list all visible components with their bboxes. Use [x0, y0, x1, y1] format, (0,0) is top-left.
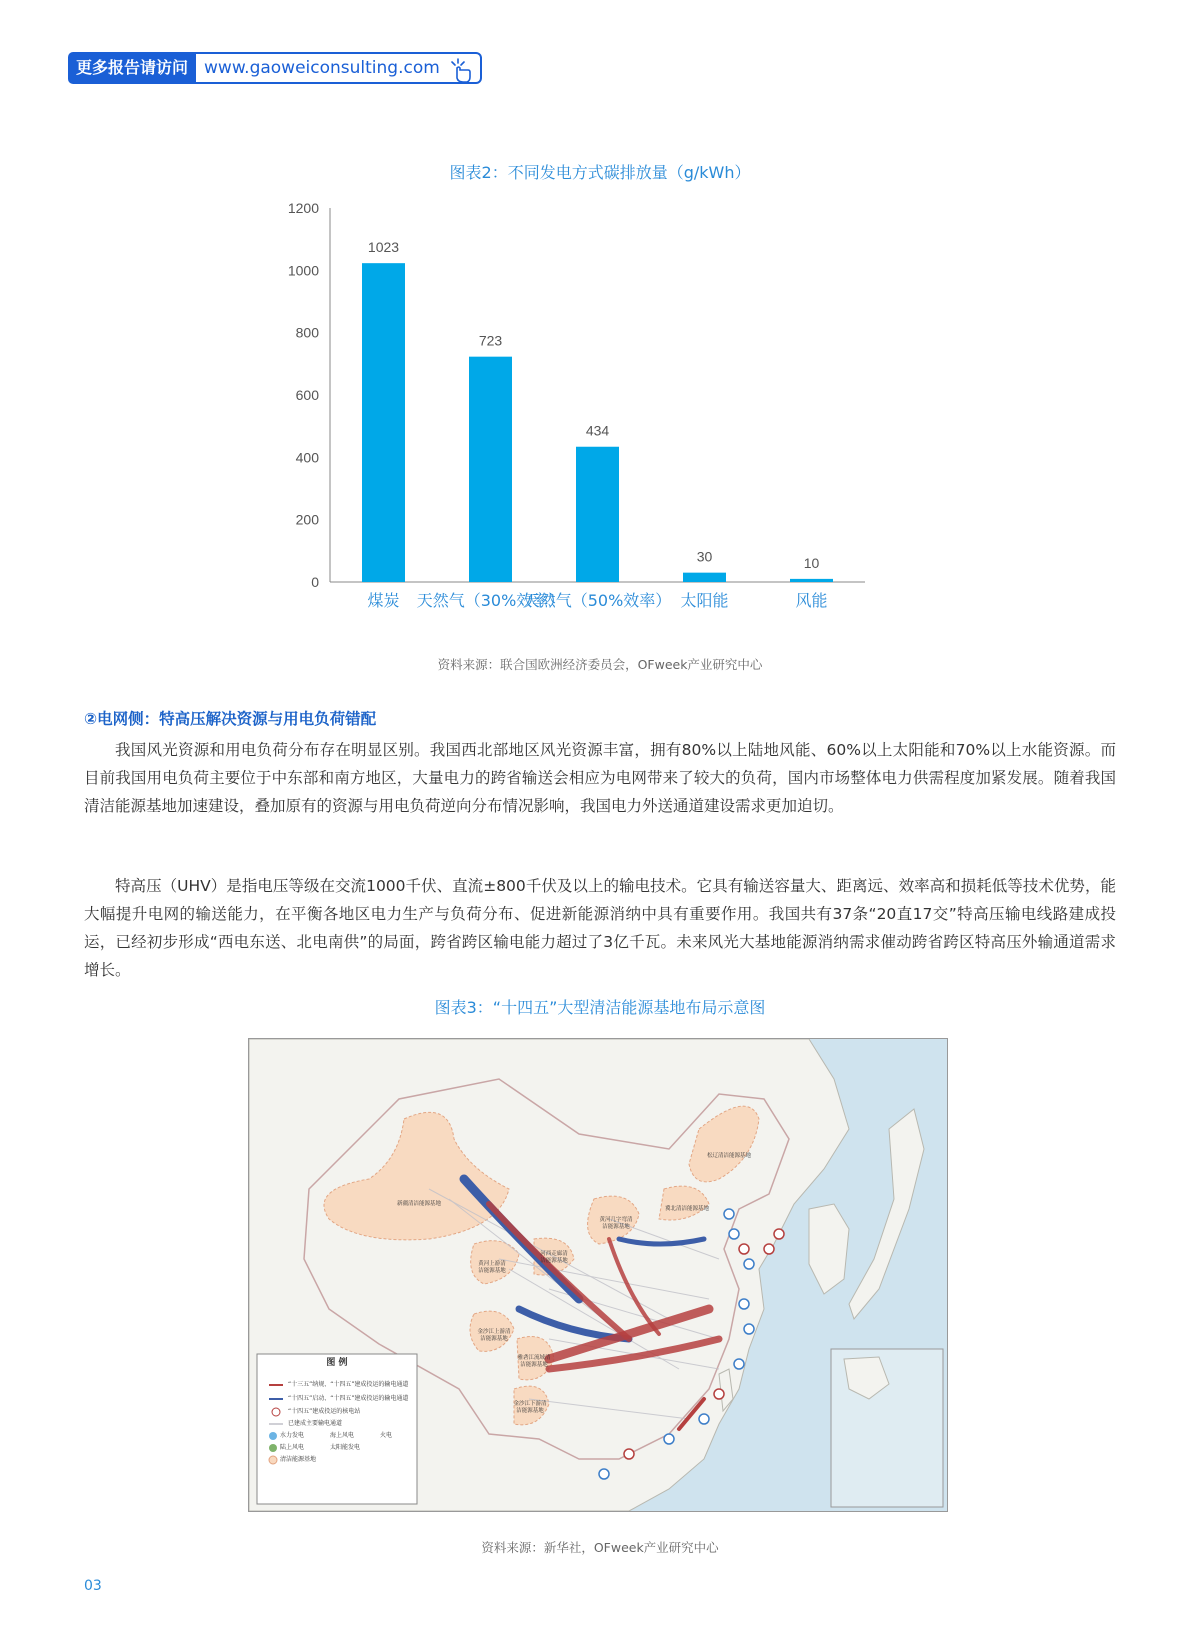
paragraph-1: 我国风光资源和用电负荷分布存在明显区别。我国西北部地区风光资源丰富，拥有80%以上陆地风能、60%以上太阳能和70%以上水能资源。而目前我国用电负荷主要位于中东部和南方地区，大量电力的跨省输送会相应为电网带来了较大的负荷，国内市场整体电力供需程度加紧发展。随着我国清洁能源基地加速建设，叠加原有的资源与用电负荷逆向分布情况影响，我国电力外送通道建设需求更加迫切。 [84, 741, 1116, 815]
banner-label: 更多报告请访问 [68, 52, 196, 84]
chart-title: 图表2：不同发电方式碳排放量（g/kWh） [449, 163, 751, 182]
legend-item-8: 陆上风电 [280, 1444, 305, 1451]
x-category-label: 煤炭 [367, 591, 400, 610]
y-tick-label: 1000 [287, 262, 319, 279]
y-tick-label: 0 [311, 574, 319, 590]
x-category-label: 风能 [795, 591, 828, 610]
bar [362, 263, 405, 582]
banner-url-text: www.gaoweiconsulting.com [204, 58, 440, 78]
base-label-jinshajiang-up: 金沙江上游清洁能源基地 [477, 1329, 511, 1342]
base-label-huanghe: 黄河上游清洁能源基地 [478, 1261, 506, 1274]
energy-base-map [248, 1038, 948, 1512]
chart-y-ticks [288, 200, 319, 590]
chart-source: 资料来源：联合国欧洲经济委员会，OFweek产业研究中心 [437, 657, 763, 672]
x-category-label: 太阳能 [680, 591, 729, 610]
banner-url-link[interactable] [196, 52, 482, 84]
legend [258, 1355, 416, 1503]
y-tick-label: 200 [295, 511, 319, 528]
y-tick-label: 600 [295, 387, 319, 403]
base-label-xinjiang: 新疆清洁能源基地 [397, 1201, 442, 1207]
base-label-jizi: 黄河几字弯清洁能源基地 [599, 1217, 633, 1230]
bar-value-label: 1023 [367, 239, 400, 256]
base-label-jibei: 冀北清洁能源基地 [665, 1206, 710, 1212]
legend-item-6: 海上风电 [330, 1432, 355, 1439]
map-source: 资料来源：新华社，OFweek产业研究中心 [481, 1540, 719, 1555]
base-label-songliao: 松辽清洁能源基地 [707, 1153, 752, 1159]
bar [683, 573, 726, 582]
base-label-jinshajiang-down: 金沙江下游清洁能源基地 [513, 1401, 547, 1414]
bar [469, 357, 512, 582]
x-category-label: 天然气（30%效率） [416, 591, 565, 610]
legend-item-9: 太阳能发电 [330, 1444, 361, 1451]
legend-item-1: “十三五”纳规、“十四五”建成投运的输电通道 [288, 1381, 409, 1388]
chart-x-labels [367, 591, 827, 610]
legend-title: 图 例 [326, 1358, 348, 1368]
bar [576, 447, 619, 582]
legend-item-7: 火电 [380, 1432, 393, 1439]
base-label-hexi: 河西走廊清洁能源基地 [540, 1251, 568, 1264]
x-category-label: 天然气（50%效率） [523, 591, 672, 610]
header-banner [68, 52, 482, 84]
legend-item-10: 清洁能源基地 [280, 1456, 317, 1463]
bar-value-label: 434 [585, 422, 610, 439]
legend-item-5: 水力发电 [280, 1432, 305, 1439]
bar-value-label: 723 [478, 332, 503, 349]
map-title: 图表3：“十四五”大型清洁能源基地布局示意图 [434, 998, 766, 1017]
bar [790, 579, 833, 582]
bar-chart [280, 190, 890, 625]
base-label-yalong: 雅砻江流域清洁能源基地 [517, 1355, 551, 1368]
pointer-hand-icon [446, 56, 474, 84]
legend-item-3: “十四五”建成投运的核电站 [288, 1408, 361, 1415]
page-number: 03 [84, 1578, 102, 1594]
bar-value-label: 10 [803, 554, 820, 571]
section-heading: ②电网侧：特高压解决资源与用电负荷错配 [84, 710, 377, 728]
y-tick-label: 800 [295, 324, 319, 341]
legend-item-4: 已建成主要输电通道 [288, 1420, 343, 1427]
bar-value-label: 30 [696, 548, 713, 565]
paragraph-2: 特高压（UHV）是指电压等级在交流1000千伏、直流±800千伏及以上的输电技术。它具有输送容量大、距离远、效率高和损耗低等技术优势，能大幅提升电网的输送能力，在平衡各地区电力生产与负荷分布、促进新能源消纳中具有重要作用。我国共有37条“20直17交”特高压输电线路建成投运，已经初步形成“西电东送、北电南供”的局面，跨省跨区输电能力超过了3亿千瓦。未来风光大基地能源消纳需求催动跨省跨区特高压外输通道需求增长。 [84, 877, 1116, 979]
y-tick-label: 1200 [287, 200, 319, 216]
y-tick-label: 400 [295, 449, 319, 466]
legend-item-2: “十四五”启动、“十四五”建成投运的输电通道 [288, 1395, 409, 1402]
